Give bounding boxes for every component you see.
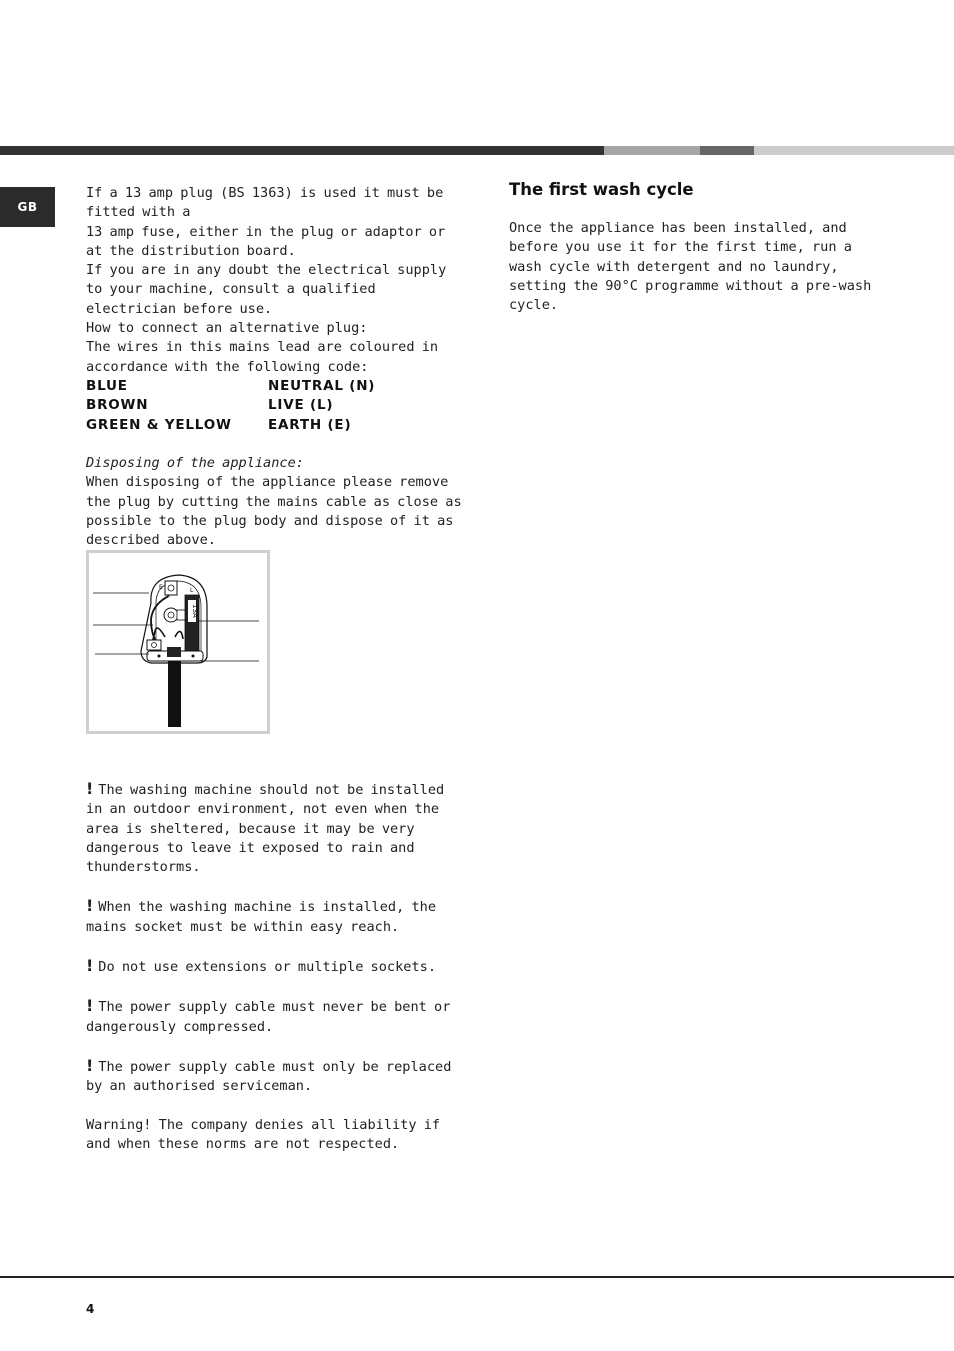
disposing-text: When disposing of the appliance please remove the plug by cutting the mains cable as close as possible to the plug body and dispose of it as described above. bbox=[86, 474, 462, 549]
warning-exclamation-icon: ! bbox=[86, 1055, 94, 1075]
footer-divider bbox=[0, 1276, 954, 1278]
warning-exclamation-icon: ! bbox=[86, 779, 94, 798]
live-terminal-label: L bbox=[190, 587, 194, 594]
warning-item bbox=[86, 956, 466, 977]
warning-exclamation-icon: ! bbox=[86, 956, 94, 976]
wire-code-row bbox=[86, 416, 375, 435]
wire-colour: BLUE bbox=[86, 377, 128, 394]
wire-colour-code-table bbox=[86, 377, 375, 435]
warning-exclamation-icon: ! bbox=[86, 896, 94, 916]
warning-item bbox=[86, 1056, 466, 1097]
fuse-rating-label: 13A bbox=[191, 604, 199, 618]
header-bar-segment-dark bbox=[0, 146, 604, 155]
warning-item bbox=[86, 896, 466, 937]
wire-colour: BROWN bbox=[86, 397, 149, 414]
first-wash-text: Once the appliance has been installed, and before you use it for the first time, run a wash cycle with detergent and no laundry, setting the 90°C programme without a pre-wash cycle. bbox=[509, 220, 872, 314]
wire-terminal: LIVE (L) bbox=[268, 397, 334, 414]
warning-item bbox=[86, 996, 466, 1037]
warning-text: Do not use extensions or multiple sockets. bbox=[98, 959, 437, 976]
safety-warnings bbox=[86, 779, 466, 1173]
warning-text: The washing machine should not be installed in an outdoor environment, not even when the area is sheltered, because it may be very dangerous to leave it exposed to rain and thunderstorms. bbox=[86, 782, 445, 876]
header-bar-segment-light-grey bbox=[604, 146, 700, 155]
plug-wiring-diagram bbox=[86, 550, 270, 734]
electrician-advice-paragraph: If you are in any doubt the electrical supply to your machine, consult a qualified electrician before use. bbox=[86, 262, 447, 317]
wire-terminal: NEUTRAL (N) bbox=[268, 377, 376, 394]
warning-text: When the washing machine is installed, the mains socket must be within easy reach. bbox=[86, 899, 437, 935]
liability-warning: Warning! The company denies all liability if and when these norms are not respected. bbox=[86, 1116, 441, 1152]
wire-terminal: EARTH (E) bbox=[268, 416, 352, 433]
fuse-location-paragraph: 13 amp fuse, either in the plug or adaptor or at the distribution board. bbox=[86, 223, 446, 259]
alternative-plug-heading: How to connect an alternative plug: bbox=[86, 320, 368, 337]
language-tab: GB bbox=[0, 187, 55, 227]
warning-exclamation-icon: ! bbox=[86, 996, 94, 1016]
wire-code-row bbox=[86, 396, 375, 415]
right-column bbox=[509, 180, 889, 315]
header-color-bar bbox=[0, 146, 954, 155]
page-number: 4 bbox=[86, 1302, 95, 1316]
wire-colour-intro: The wires in this mains lead are coloured in accordance with the following code: bbox=[86, 339, 439, 375]
warning-text: The power supply cable must only be replaced by an authorised serviceman. bbox=[86, 1058, 452, 1095]
warning-item bbox=[86, 779, 466, 877]
first-wash-heading: The first wash cycle bbox=[509, 180, 694, 199]
wire-colour: GREEN & YELLOW bbox=[86, 416, 232, 433]
earth-terminal-label: E bbox=[159, 584, 163, 591]
wire-code-row bbox=[86, 377, 375, 396]
header-bar-segment-mid-grey bbox=[700, 146, 754, 155]
header-bar-segment-pale-grey bbox=[754, 146, 954, 155]
plug-wiring-illustration bbox=[89, 553, 267, 731]
warning-text: The power supply cable must never be bent or dangerously compressed. bbox=[86, 999, 451, 1035]
plug-fuse-paragraph: If a 13 amp plug (BS 1363) is used it must be fitted with a bbox=[86, 185, 444, 221]
left-column bbox=[86, 184, 466, 551]
disposing-title: Disposing of the appliance: bbox=[86, 455, 304, 472]
